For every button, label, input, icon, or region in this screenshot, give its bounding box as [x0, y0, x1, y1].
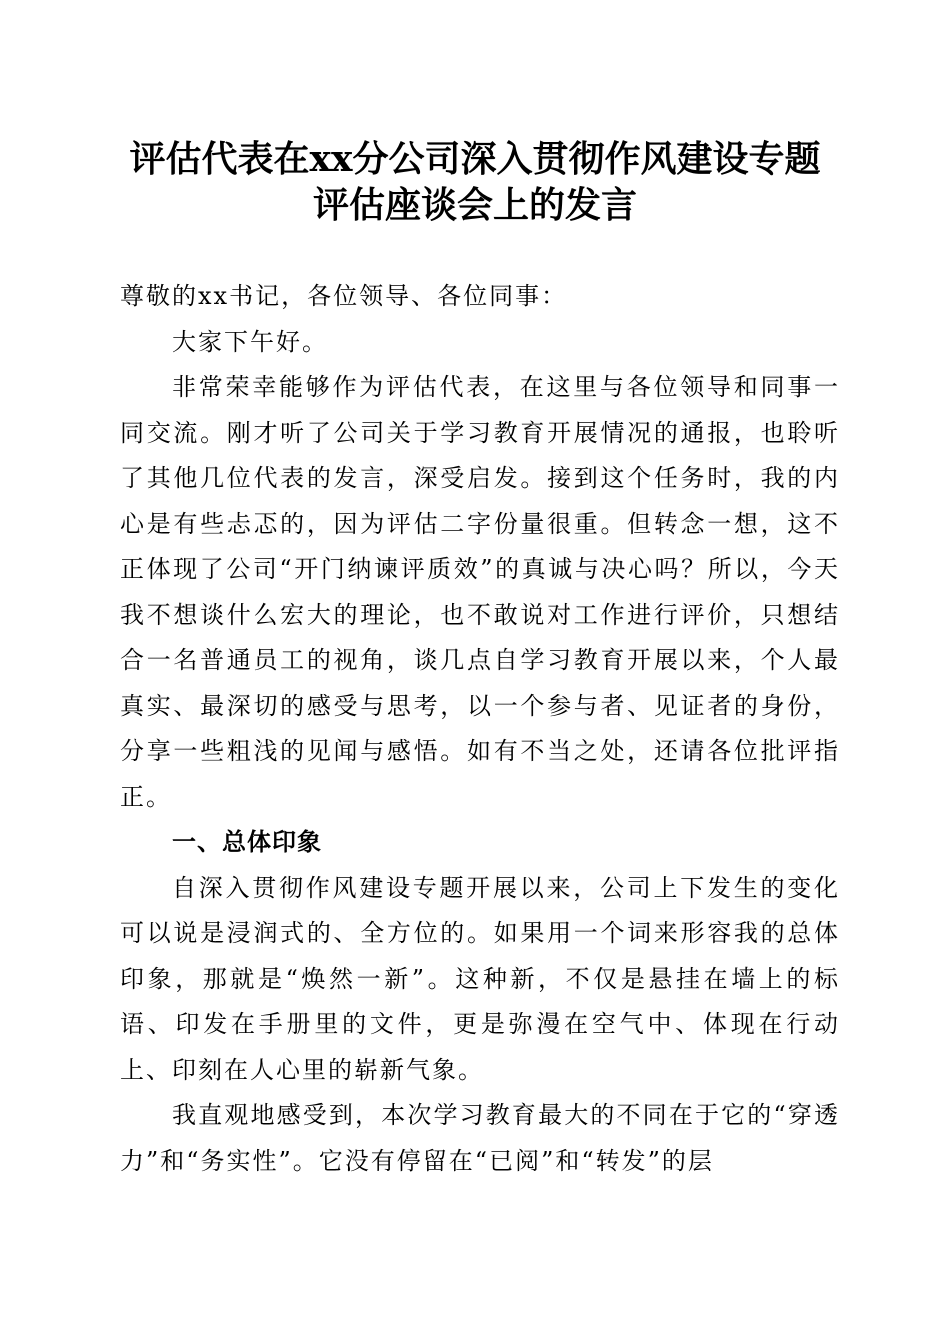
document-title-line-1: 评估代表在xx分公司深入贯彻作风建设专题 — [129, 138, 821, 180]
paragraph-section1-1: 自深入贯彻作风建设专题开展以来，公司上下发生的变化可以说是浸润式的、全方位的。如果用一个词来形容我的总体印象，那就是“焕然一新”。这种新，不仅是悬挂在墙上的标语、印发在手册里的文件，更是弥漫在空气中、体现在行动上、印刻在人心里的崭新气象。 — [120, 873, 840, 1084]
section-heading-overall-impression: 一、总体印象 — [172, 828, 322, 856]
paragraph-greeting: 大家下午好。 — [172, 327, 328, 356]
salutation: 尊敬的xx书记，各位领导、各位同事： — [120, 282, 568, 310]
document-title-line-2: 评估座谈会上的发言 — [312, 184, 637, 226]
paragraph-section1-2: 我直观地感受到，本次学习教育最大的不同在于它的“穿透力”和“务实性”。它没有停留在“已阅”和“转发”的层 — [120, 1101, 840, 1175]
paragraph-intro: 非常荣幸能够作为评估代表，在这里与各位领导和同事一同交流。刚才听了公司关于学习教育开展情况的通报，也聆听了其他几位代表的发言，深受启发。接到这个任务时，我的内心是有些忐忑的，因为评估二字份量很重。但转念一想，这不正体现了公司“开门纳谏评质效”的真诚与决心吗？所以，今天我不想谈什么宏大的理论，也不敢说对工作进行评价，只想结合一名普通员工的视角，谈几点自学习教育开展以来，个人最真实、最深切的感受与思考，以一个参与者、见证者的身份，分享一些粗浅的见闻与感悟。如有不当之处，还请各位批评指正。 — [120, 373, 840, 811]
document-body — [120, 274, 840, 1184]
